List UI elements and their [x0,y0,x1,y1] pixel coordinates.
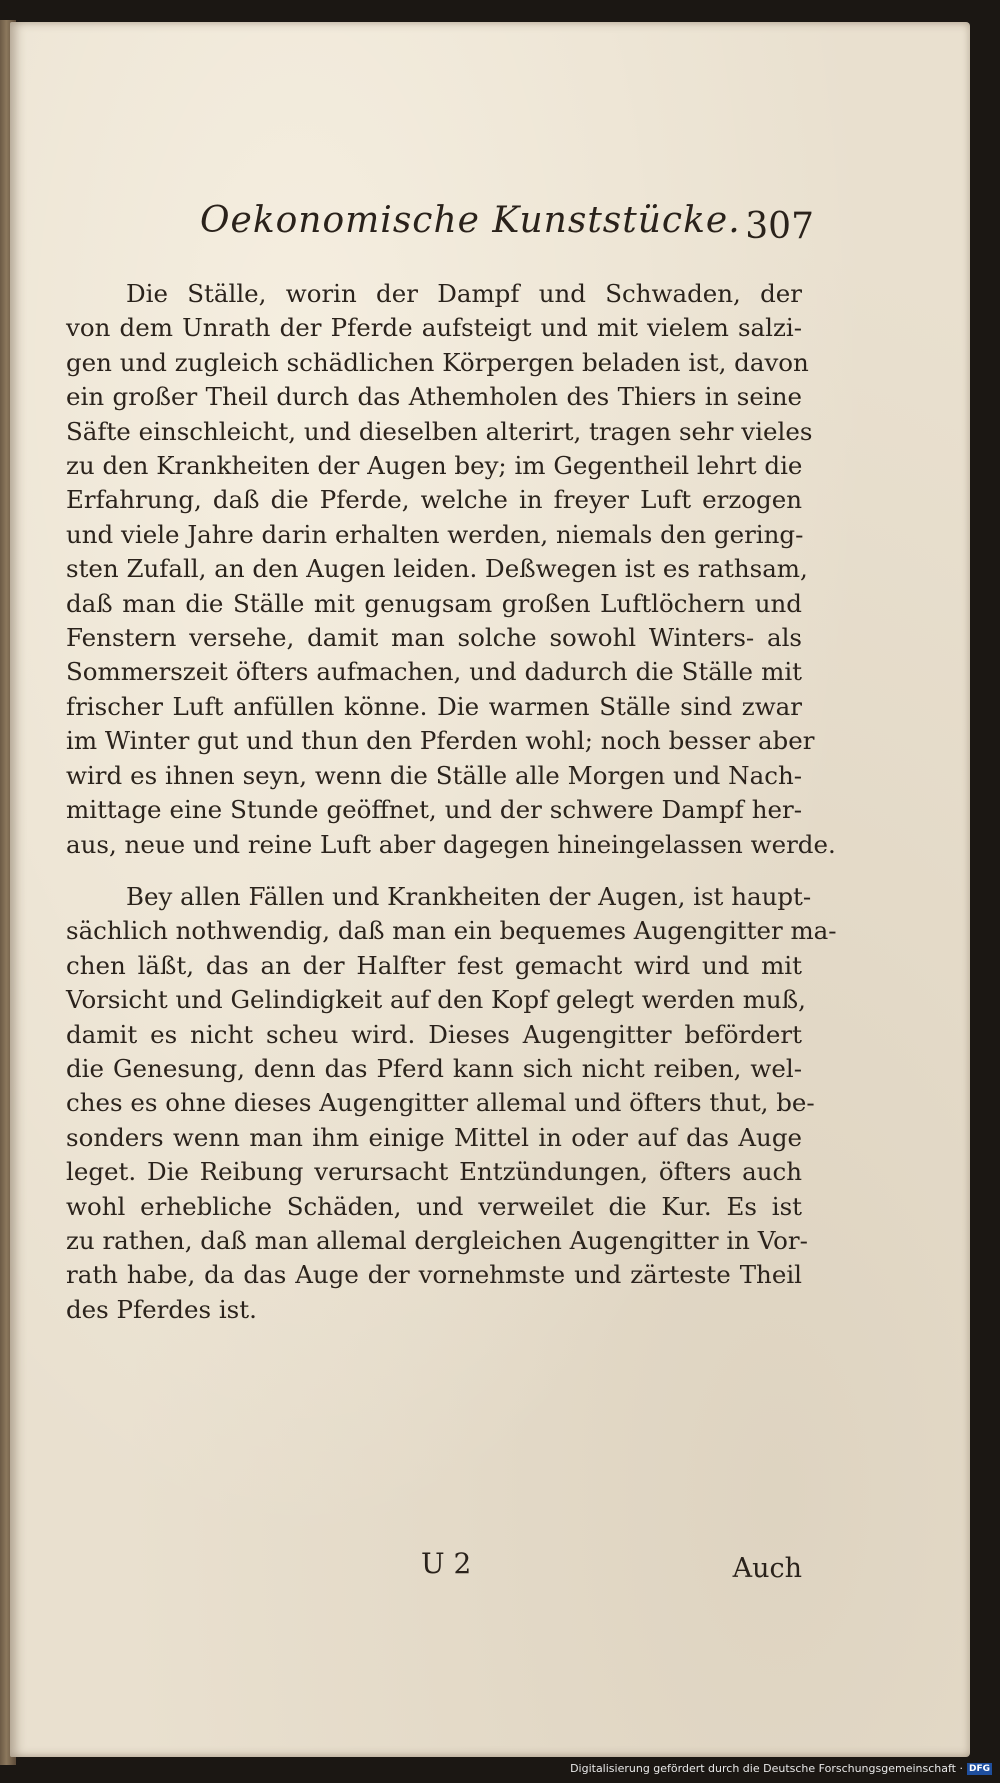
text-line: daß man die Ställe mit genugsam großen Luftlöchern und [66,588,802,618]
text-line: frischer Luft anfüllen könne. Die warmen Ställe sind zwar [66,691,802,721]
text-line: Die Ställe, worin der Dampf und Schwaden, der [126,279,802,308]
text-line: damit es nicht scheu wird. Dieses Augengitter befördert [66,1019,802,1049]
text-line: aus, neue und reine Luft aber dagegen hineingelassen werde. [66,829,836,859]
paragraph-2 [66,880,837,1327]
text-line: rath habe, da das Auge der vornehmste und zärteste Theil [66,1260,802,1290]
text-line: ein großer Theil durch das Athemholen des Thiers in seine [66,382,802,412]
text-line: wird es ihnen seyn, wenn die Ställe alle Morgen und Nach- [66,760,802,790]
text-line: wohl erhebliche Schäden, und verweilet die Kur. Es ist [66,1191,802,1221]
text-line: chen läßt, das an der Halfter fest gemacht wird und mit [66,950,802,980]
text-line: zu rathen, daß man allemal dergleichen Augengitter in Vor- [66,1225,808,1255]
text-line: sten Zufall, an den Augen leiden. Deßwegen ist es rathsam, [66,554,808,584]
page-header [200,192,820,262]
text-line: leget. Die Reibung verursacht Entzündungen, öfters auch [66,1157,802,1187]
text-line: sächlich nothwendig, daß man ein bequemes Augengitter ma- [66,916,837,946]
text-line: zu den Krankheiten der Augen bey; im Gegentheil lehrt die [66,451,803,481]
text-line: des Pferdes ist. [66,1294,257,1324]
body-text [66,277,837,1327]
dfg-logo: DFG [968,1764,990,1774]
text-line: ches es ohne dieses Augengitter allemal und öfters thut, be- [66,1088,815,1118]
text-line: und viele Jahre darin erhalten werden, niemals den gering- [66,519,804,549]
text-line: Fenstern versehe, damit man solche sowohl Winters- als [66,623,802,653]
text-line: im Winter gut und thun den Pferden wohl; noch besser aber [66,726,815,756]
text-line: Bey allen Fällen und Krankheiten der Augen, ist haupt- [126,881,812,911]
running-title: Oekonomische Kunststücke. [200,200,741,241]
paragraph-1 [66,277,836,862]
text-line: Vorsicht und Gelindigkeit auf den Kopf gelegt werden muß, [66,985,806,1015]
text-line: gen und zugleich schädlichen Körpergen beladen ist, davon [66,347,809,377]
page-footer [66,1547,802,1597]
catchword: Auch [732,1553,802,1584]
credit-text: Digitalisierung gefördert durch die Deutsche Forschungsgemeinschaft · [570,1762,963,1775]
page-number: 307 [745,206,814,247]
digitization-credit [570,1762,992,1775]
book-page [10,22,970,1757]
text-line: Säfte einschleicht, und dieselben alterirt, tragen sehr vieles [66,416,813,446]
text-line: sonders wenn man ihm einige Mittel in oder auf das Auge [66,1122,802,1152]
text-line: von dem Unrath der Pferde aufsteigt und mit vielem salzi- [66,313,802,343]
text-line: Erfahrung, daß die Pferde, welche in freyer Luft erzogen [66,485,802,515]
text-line: Sommerszeit öfters aufmachen, und dadurch die Ställe mit [66,657,802,687]
signature-mark: U 2 [421,1547,472,1580]
text-line: mittage eine Stunde geöffnet, und der schwere Dampf her- [66,795,802,825]
text-line: die Genesung, denn das Pferd kann sich nicht reiben, wel- [66,1053,802,1083]
